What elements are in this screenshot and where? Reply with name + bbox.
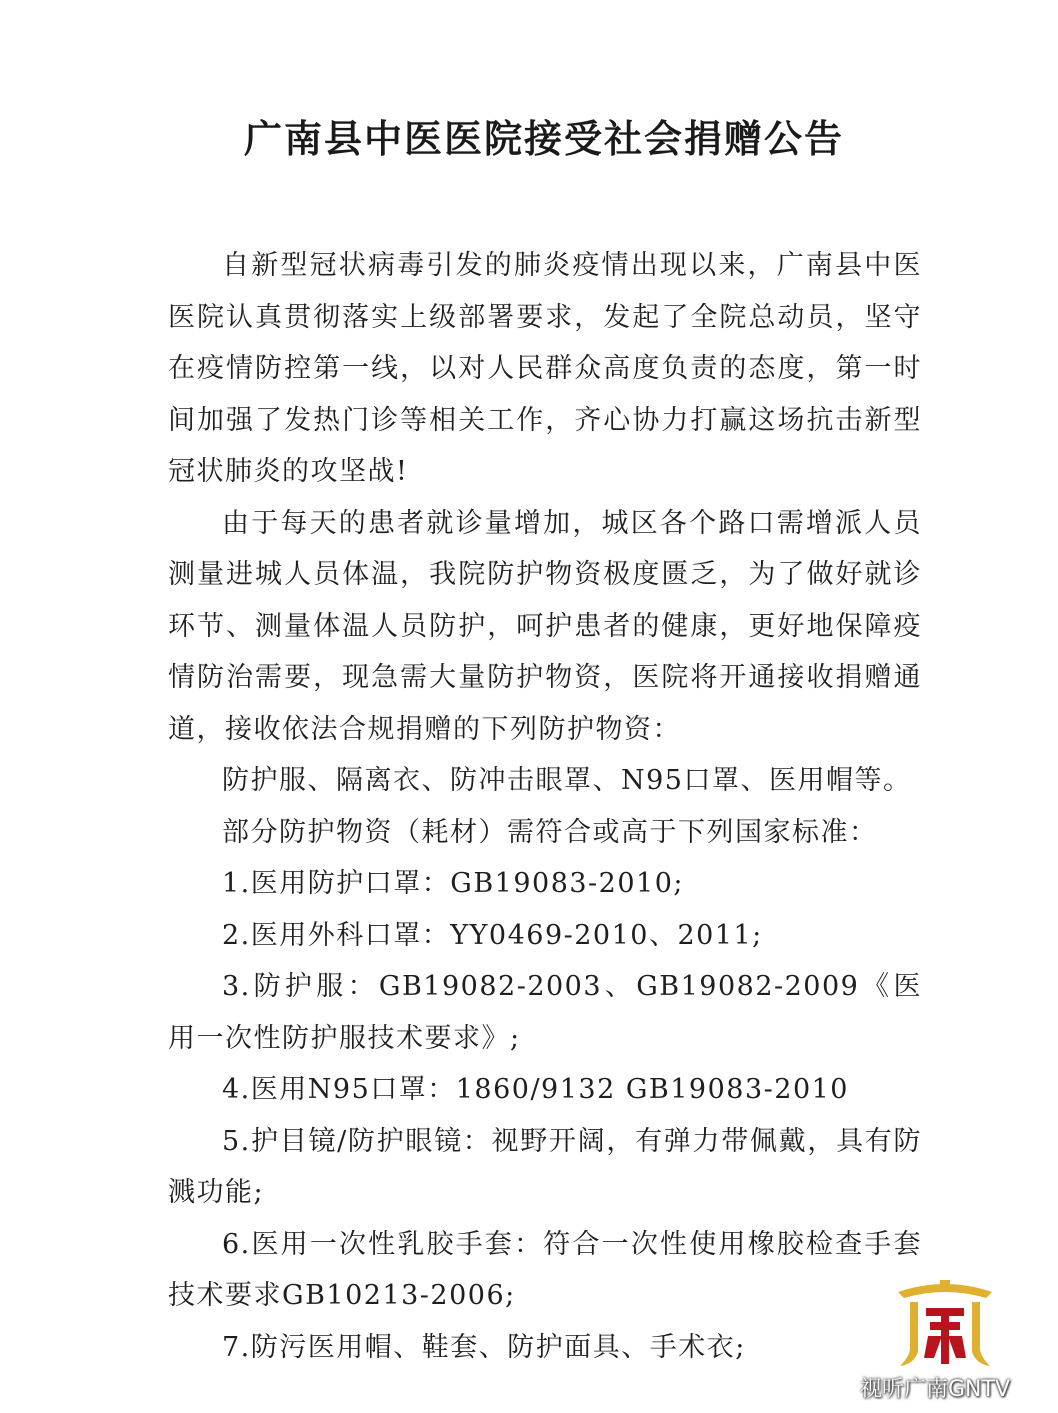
- paragraph-items: 防护服、隔离衣、防冲击眼罩、N95口罩、医用帽等。: [222, 765, 912, 796]
- standard-item-1: 1.医用防护口罩：GB19083-2010;: [222, 868, 684, 899]
- watermark-text: 视听广南GNTV: [860, 1377, 1010, 1402]
- gntv-logo-icon: [890, 1278, 1000, 1370]
- document-body: [168, 240, 922, 1373]
- standard-item-3: 3.防护服：GB19082-2003、GB19082-2009《医用一次性防护服技术要求》;: [168, 971, 922, 1054]
- standard-item-5: 5.护目镜/防护眼镜：视野开阔，有弹力带佩戴，具有防溅功能;: [168, 1125, 922, 1208]
- standard-item-6: 6.医用一次性乳胶手套：符合一次性使用橡胶检查手套技术要求GB10213-2006;: [168, 1228, 922, 1311]
- paragraph-request: 由于每天的患者就诊量增加，城区各个路口需增派人员测量进城人员体温，我院防护物资极度匮乏，为了做好就诊环节、测量体温人员防护，呵护患者的健康，更好地保障疫情防治需要，现急需大量防护物资，医院将开通接收捐赠通道，接收依法合规捐赠的下列防护物资：: [168, 507, 922, 745]
- standard-item-2: 2.医用外科口罩：YY0469-2010、2011;: [222, 919, 763, 951]
- standard-item-4: 4.医用N95口罩：1860/9132 GB19083-2010: [222, 1074, 849, 1105]
- page-title: 广南县中医医院接受社会捐赠公告: [243, 116, 844, 161]
- standard-item-7: 7.防污医用帽、鞋套、防护面具、手术衣;: [222, 1331, 746, 1363]
- watermark: [860, 1268, 1050, 1408]
- paragraph-standards-intro: 部分防护物资（耗材）需符合或高于下列国家标准：: [222, 816, 878, 848]
- paragraph-intro: 自新型冠状病毒引发的肺炎疫情出现以来，广南县中医医院认真贯彻落实上级部署要求，发起了全院总动员，坚守在疫情防控第一线，以对人民群众高度负责的态度，第一时间加强了发热门诊等相关工作，齐心协力打赢这场抗击新型冠状肺炎的攻坚战!: [168, 250, 922, 487]
